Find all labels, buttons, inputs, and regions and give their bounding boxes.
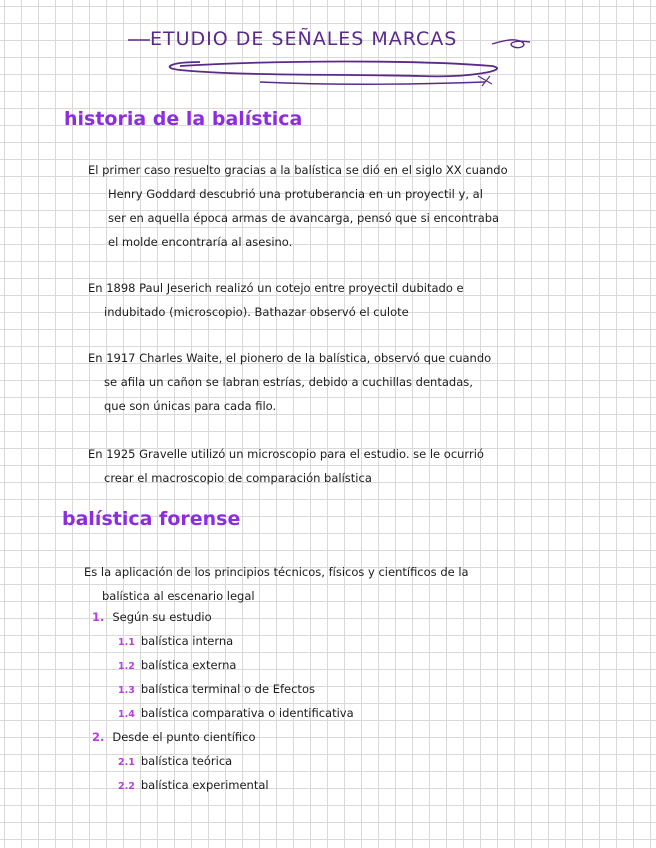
list-item <box>118 706 354 720</box>
paragraph-4 <box>88 442 484 490</box>
list-text: balística teórica <box>140 754 233 768</box>
paragraph-3 <box>88 346 491 418</box>
list-item <box>118 634 233 648</box>
list-number: 1.2 <box>118 661 135 672</box>
list-text: Desde el punto científico <box>112 730 256 744</box>
list-text: balística comparativa o identificativa <box>140 706 354 720</box>
text-line: que son únicas para cada filo. <box>104 399 277 413</box>
list-text: Según su estudio <box>112 610 212 624</box>
list-number: 2.1 <box>118 757 135 768</box>
text-line: En 1898 Paul Jeserich realizó un cotejo entre proyectil dubitado e <box>88 281 464 295</box>
paragraph-intro <box>84 560 469 608</box>
paragraph-1 <box>88 158 508 254</box>
list-item <box>92 610 212 624</box>
list-item <box>118 778 269 792</box>
list-item <box>118 658 236 672</box>
text-line: En 1917 Charles Waite, el pionero de la balística, observó que cuando <box>88 351 492 365</box>
list-number: 2.2 <box>118 781 135 792</box>
text-line: Henry Goddard descubrió una protuberancia en un proyectil y, al <box>108 187 483 201</box>
text-line: balística al escenario legal <box>102 589 255 603</box>
list-text: balística externa <box>140 658 237 672</box>
list-number: 1. <box>92 610 105 624</box>
text-line: ser en aquella época armas de avancarga, pensó que si encontraba <box>108 211 500 225</box>
list-text: balística interna <box>140 634 234 648</box>
text-line: crear el macroscopio de comparación balística <box>104 471 372 485</box>
list-number: 1.4 <box>118 709 135 720</box>
text-line: el molde encontraría al asesino. <box>108 235 293 249</box>
list-number: 2. <box>92 730 105 744</box>
text-line: El primer caso resuelto gracias a la balística se dió en el siglo XX cuando <box>88 163 508 177</box>
text-line: En 1925 Gravelle utilizó un microscopio para el estudio. se le ocurrió <box>88 447 484 461</box>
list-number: 1.3 <box>118 685 135 696</box>
text-line: se afila un cañon se labran estrías, debido a cuchillas dentadas, <box>104 375 473 389</box>
text-line: Es la aplicación de los principios técnicos, físicos y científicos de la <box>84 565 469 579</box>
paragraph-2 <box>88 276 464 324</box>
heading-balistica-forense: balística forense <box>62 508 241 530</box>
list-item <box>92 730 256 744</box>
list-number: 1.1 <box>118 637 135 648</box>
list-item <box>118 682 315 696</box>
heading-historia: historia de la balística <box>64 108 303 130</box>
list-text: balística terminal o de Efectos <box>140 682 315 696</box>
page-title: ETUDIO DE SEÑALES MARCAS <box>150 28 458 50</box>
list-item <box>118 754 232 768</box>
text-line: indubitado (microscopio). Bathazar observó el culote <box>104 305 409 319</box>
list-text: balística experimental <box>140 778 269 792</box>
